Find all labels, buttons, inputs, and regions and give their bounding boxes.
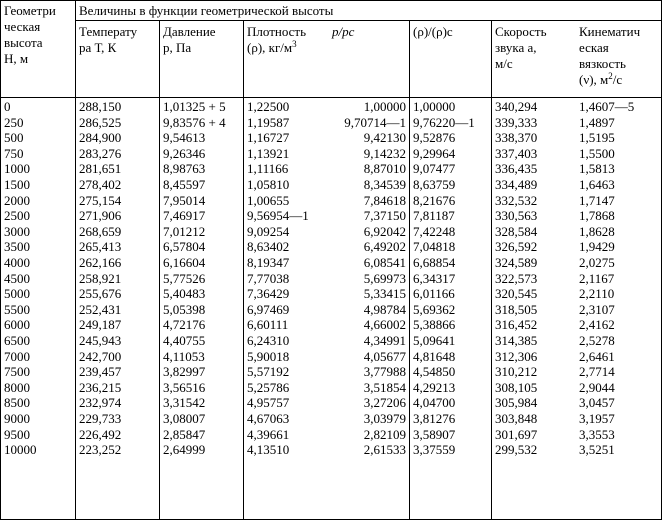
header-line: высота [4,35,43,50]
header-line: Давление [163,24,216,39]
cell-pressure-ratio: 5,33415 [363,286,406,302]
header-line: Скорость [495,24,547,39]
cell-pressure-ratio: 6,92042 [363,223,406,239]
cell-kinematic-viscosity: 1,7868 [579,208,615,224]
cell-altitude: 6000 [4,317,30,333]
cell-pressure: 8,45597 [163,177,206,192]
cell-pressure-ratio: 6,49202 [363,239,406,255]
cell-sound-speed: 340,294 [495,99,538,114]
cell-pressure: 2,85847 [163,426,206,442]
cell-kinematic-viscosity: 1,6463 [579,177,615,192]
table-row [1,255,661,271]
table-row [1,302,661,318]
cell-density-ratio: 4,04700 [413,395,456,411]
cell-density-ratio: 3,37559 [413,442,456,458]
cell-pressure-ratio: 6,08541 [363,255,406,270]
cell-pressure-ratio: 3,03979 [363,411,406,426]
cell-sound-speed: 320,545 [495,286,538,302]
header-density-ratio: (ρ)/(ρ)c [413,24,453,39]
cell-density: 1,13921 [247,145,290,161]
cell-density: 1,00655 [247,192,290,208]
header-text: (ν), м [579,72,609,87]
cell-pressure-ratio: 4,05677 [363,348,406,364]
cell-temperature: 258,921 [79,270,122,286]
cell-density-ratio: 9,52876 [413,130,456,146]
table-row [1,427,661,443]
cell-pressure: 5,05398 [163,301,206,317]
cell-pressure: 9,54613 [163,130,206,146]
cell-pressure: 3,08007 [163,411,206,426]
table-row [1,411,661,427]
table-row [1,99,661,115]
cell-altitude: 4000 [4,255,30,270]
cell-sound-speed: 322,573 [495,270,538,286]
cell-sound-speed: 314,385 [495,333,538,348]
cell-temperature: 223,252 [79,442,122,458]
cell-pressure: 4,11053 [163,348,205,364]
cell-density: 8,63402 [247,239,290,255]
cell-temperature: 242,700 [79,348,122,364]
cell-density-ratio: 3,58907 [413,426,456,442]
cell-density: 6,97469 [247,301,290,317]
cell-sound-speed: 303,848 [495,411,538,426]
cell-temperature: 236,215 [79,379,122,395]
cell-density: 1,05810 [247,177,290,192]
cell-pressure: 9,26346 [163,145,206,161]
cell-kinematic-viscosity: 1,5813 [579,161,615,177]
cell-density-ratio: 6,01166 [413,286,455,302]
cell-pressure: 6,16604 [163,255,206,270]
table-row [1,239,661,255]
cell-temperature: 265,413 [79,239,122,255]
header-line [247,40,306,56]
cell-pressure-ratio: 5,69973 [363,270,406,286]
cell-kinematic-viscosity: 1,5195 [579,130,615,146]
header-altitude [1,3,56,67]
cell-pressure: 7,01212 [163,223,206,239]
header-divider [75,20,661,21]
cell-density-ratio: 1,00000 [413,99,456,114]
cell-kinematic-viscosity: 2,3107 [579,301,615,317]
cell-sound-speed: 326,592 [495,239,538,255]
cell-altitude: 5500 [4,301,30,317]
cell-pressure: 4,72176 [163,317,206,333]
cell-density-ratio: 5,38866 [413,317,456,333]
cell-density: 5,90018 [247,348,290,364]
cell-sound-speed: 308,105 [495,379,538,395]
cell-density-ratio: 8,63759 [413,177,456,192]
cell-density-ratio: 7,81187 [413,208,455,224]
cell-sound-speed: 318,505 [495,301,538,317]
cell-pressure-ratio: 3,27206 [363,395,406,411]
cell-temperature: 286,525 [79,114,122,130]
cell-altitude: 9000 [4,411,30,426]
cell-density: 4,13510 [247,442,290,458]
table-row [1,395,661,411]
cell-pressure-ratio: 4,66002 [363,317,406,333]
header-group-title: Величины в функции геометрической высоты [79,3,334,18]
table-row [1,333,661,349]
header-density [244,24,306,56]
cell-altitude: 750 [4,145,24,161]
cell-kinematic-viscosity: 3,3553 [579,426,615,442]
table-row [1,115,661,131]
cell-altitude: 7000 [4,348,30,364]
cell-altitude: 2000 [4,192,30,208]
cell-density: 1,16727 [247,130,290,146]
header-line: Плотность [247,24,307,39]
cell-altitude: 0 [4,99,11,114]
cell-temperature: 281,651 [79,161,122,177]
cell-kinematic-viscosity: 1,7147 [579,192,615,208]
cell-density-ratio: 9,76220—1 [413,114,475,130]
cell-sound-speed: 316,452 [495,317,538,333]
cell-sound-speed: 324,589 [495,255,538,270]
cell-temperature: 288,150 [79,99,122,114]
cell-density-ratio: 7,04818 [413,239,456,255]
table-row [1,177,661,193]
cell-altitude: 8000 [4,379,30,395]
table-row [1,271,661,287]
cell-kinematic-viscosity: 2,1167 [579,270,615,286]
cell-kinematic-viscosity: 1,8628 [579,223,615,239]
header-sound-speed [492,24,547,72]
cell-pressure-ratio: 7,37150 [363,208,406,224]
cell-pressure: 1,01325 + 5 [163,99,226,114]
cell-sound-speed: 299,532 [495,442,538,458]
superscript: 2 [608,71,613,81]
cell-temperature: 232,974 [79,395,122,411]
cell-pressure: 7,46917 [163,208,206,224]
cell-pressure: 3,31542 [163,395,206,411]
cell-density: 4,67063 [247,411,290,426]
header-line: Геометри [4,3,56,18]
header-pressure [160,24,216,56]
header-line: звука а, [495,40,537,55]
cell-altitude: 7500 [4,364,30,380]
cell-pressure-ratio: 4,98784 [363,301,406,317]
cell-sound-speed: 336,435 [495,161,538,177]
cell-temperature: 226,492 [79,426,122,442]
superscript: 3 [292,39,297,49]
cell-kinematic-viscosity: 2,0275 [579,255,615,270]
cell-kinematic-viscosity: 1,4897 [579,114,615,130]
cell-kinematic-viscosity: 2,7714 [579,364,615,380]
cell-altitude: 10000 [4,442,37,458]
cell-pressure-ratio: 1,00000 [363,99,406,114]
header-line: ческая [4,19,41,34]
cell-pressure: 3,56516 [163,379,206,395]
cell-pressure-ratio: 9,42130 [363,130,406,146]
cell-sound-speed: 337,403 [495,145,538,161]
cell-density: 4,39661 [247,426,290,442]
cell-sound-speed: 301,697 [495,426,538,442]
table-row [1,349,661,365]
cell-sound-speed: 332,532 [495,192,538,208]
header-divider [1,97,661,98]
cell-kinematic-viscosity: 3,5251 [579,442,615,458]
cell-pressure-ratio: 4,34991 [363,333,406,348]
table-row [1,146,661,162]
cell-altitude: 9500 [4,426,30,442]
cell-kinematic-viscosity: 2,9044 [579,379,615,395]
cell-density: 7,36429 [247,286,290,302]
cell-altitude: 4500 [4,270,30,286]
header-text: p/pc [332,24,355,39]
cell-altitude: 500 [4,130,24,146]
cell-kinematic-viscosity: 3,1957 [579,411,615,426]
cell-temperature: 245,943 [79,333,122,348]
table-row [1,193,661,209]
cell-temperature: 268,659 [79,223,122,239]
cell-pressure: 4,40755 [163,333,206,348]
cell-kinematic-viscosity: 2,2110 [579,286,615,302]
cell-density: 7,77038 [247,270,290,286]
cell-pressure-ratio: 2,82109 [363,426,406,442]
header-line: Н, м [4,51,29,66]
cell-density-ratio: 3,81276 [413,411,456,426]
header-line: вязкость [579,56,626,71]
cell-density-ratio: 5,09641 [413,333,456,348]
header-line [579,72,640,88]
cell-kinematic-viscosity: 1,4607—5 [579,99,635,114]
table-row [1,317,661,333]
cell-density: 1,19587 [247,114,290,130]
cell-altitude: 5000 [4,286,30,302]
cell-pressure-ratio: 3,51854 [363,379,406,395]
cell-temperature: 252,431 [79,301,122,317]
header-text: /с [612,72,623,87]
cell-altitude: 6500 [4,333,30,348]
cell-altitude: 3500 [4,239,30,255]
cell-altitude: 1500 [4,177,30,192]
cell-pressure: 5,77526 [163,270,206,286]
cell-density: 1,11166 [247,161,289,177]
table-row [1,208,661,224]
cell-kinematic-viscosity: 2,5278 [579,333,615,348]
cell-temperature: 249,187 [79,317,122,333]
cell-sound-speed: 330,563 [495,208,538,224]
cell-pressure-ratio: 2,61533 [363,442,406,458]
cell-sound-speed: 305,984 [495,395,538,411]
cell-pressure: 9,83576 + 4 [163,114,226,130]
cell-density: 6,24310 [247,333,290,348]
cell-density-ratio: 4,81648 [413,348,456,364]
cell-density-ratio: 9,29964 [413,145,456,161]
cell-pressure: 5,40483 [163,286,206,302]
cell-sound-speed: 310,212 [495,364,538,380]
cell-kinematic-viscosity: 3,0457 [579,395,615,411]
cell-density-ratio: 6,34317 [413,270,456,286]
cell-temperature: 278,402 [79,177,122,192]
cell-altitude: 1000 [4,161,30,177]
cell-sound-speed: 338,370 [495,130,538,146]
cell-pressure-ratio: 8,34539 [363,177,406,192]
cell-density-ratio: 4,29213 [413,379,456,395]
cell-sound-speed: 339,333 [495,114,538,130]
header-pressure-ratio [329,24,354,40]
cell-density: 1,22500 [247,99,290,114]
cell-density: 9,09254 [247,223,290,239]
cell-temperature: 255,676 [79,286,122,302]
table-row [1,364,661,380]
cell-sound-speed: 328,584 [495,223,538,239]
cell-density-ratio: 5,69362 [413,301,456,317]
cell-altitude: 250 [4,114,24,130]
cell-kinematic-viscosity: 1,9429 [579,239,615,255]
cell-pressure-ratio: 3,77988 [363,364,406,380]
cell-pressure-ratio: 7,84618 [363,192,406,208]
cell-density-ratio: 9,07477 [413,161,456,177]
table-row [1,161,661,177]
cell-altitude: 8500 [4,395,30,411]
table-row [1,224,661,240]
table-row [1,442,661,458]
cell-density-ratio: 6,68854 [413,255,456,270]
cell-altitude: 2500 [4,208,30,224]
cell-pressure: 6,57804 [163,239,206,255]
cell-density-ratio: 7,42248 [413,223,456,239]
header-line: p, Па [163,40,192,55]
cell-pressure-ratio: 8,87010 [363,161,406,177]
cell-temperature: 271,906 [79,208,122,224]
cell-kinematic-viscosity: 1,5500 [579,145,615,161]
cell-density: 5,25786 [247,379,290,395]
header-kinematic-viscosity [576,24,640,88]
cell-sound-speed: 334,489 [495,177,538,192]
cell-sound-speed: 312,306 [495,348,538,364]
cell-temperature: 284,900 [79,130,122,146]
cell-density-ratio: 8,21676 [413,192,456,208]
cell-pressure: 7,95014 [163,192,206,208]
table-row [1,286,661,302]
cell-kinematic-viscosity: 2,4162 [579,317,615,333]
cell-kinematic-viscosity: 2,6461 [579,348,615,364]
cell-temperature: 262,166 [79,255,122,270]
cell-pressure: 3,82997 [163,364,206,380]
header-line: Кинематич [579,24,641,39]
cell-density: 6,60111 [247,317,289,333]
cell-temperature: 229,733 [79,411,122,426]
header-line: ра Т, К [79,40,117,55]
table-row [1,130,661,146]
header-line: м/с [495,56,513,71]
header-line: Температу [79,24,138,39]
cell-temperature: 275,154 [79,192,122,208]
cell-temperature: 239,457 [79,364,122,380]
cell-temperature: 283,276 [79,145,122,161]
cell-density: 8,19347 [247,255,290,270]
cell-pressure: 8,98763 [163,161,206,177]
cell-density-ratio: 4,54850 [413,364,456,380]
cell-density: 4,95757 [247,395,290,411]
header-line: еская [579,40,609,55]
cell-density: 5,57192 [247,364,290,380]
cell-altitude: 3000 [4,223,30,239]
table-row [1,380,661,396]
cell-pressure-ratio: 9,70714—1 [344,114,406,130]
cell-density: 9,56954—1 [247,208,309,224]
header-text: (ρ), кг/м [247,40,293,55]
header-temperature [76,24,137,56]
cell-pressure: 2,64999 [163,442,206,458]
cell-pressure-ratio: 9,14232 [363,145,406,161]
